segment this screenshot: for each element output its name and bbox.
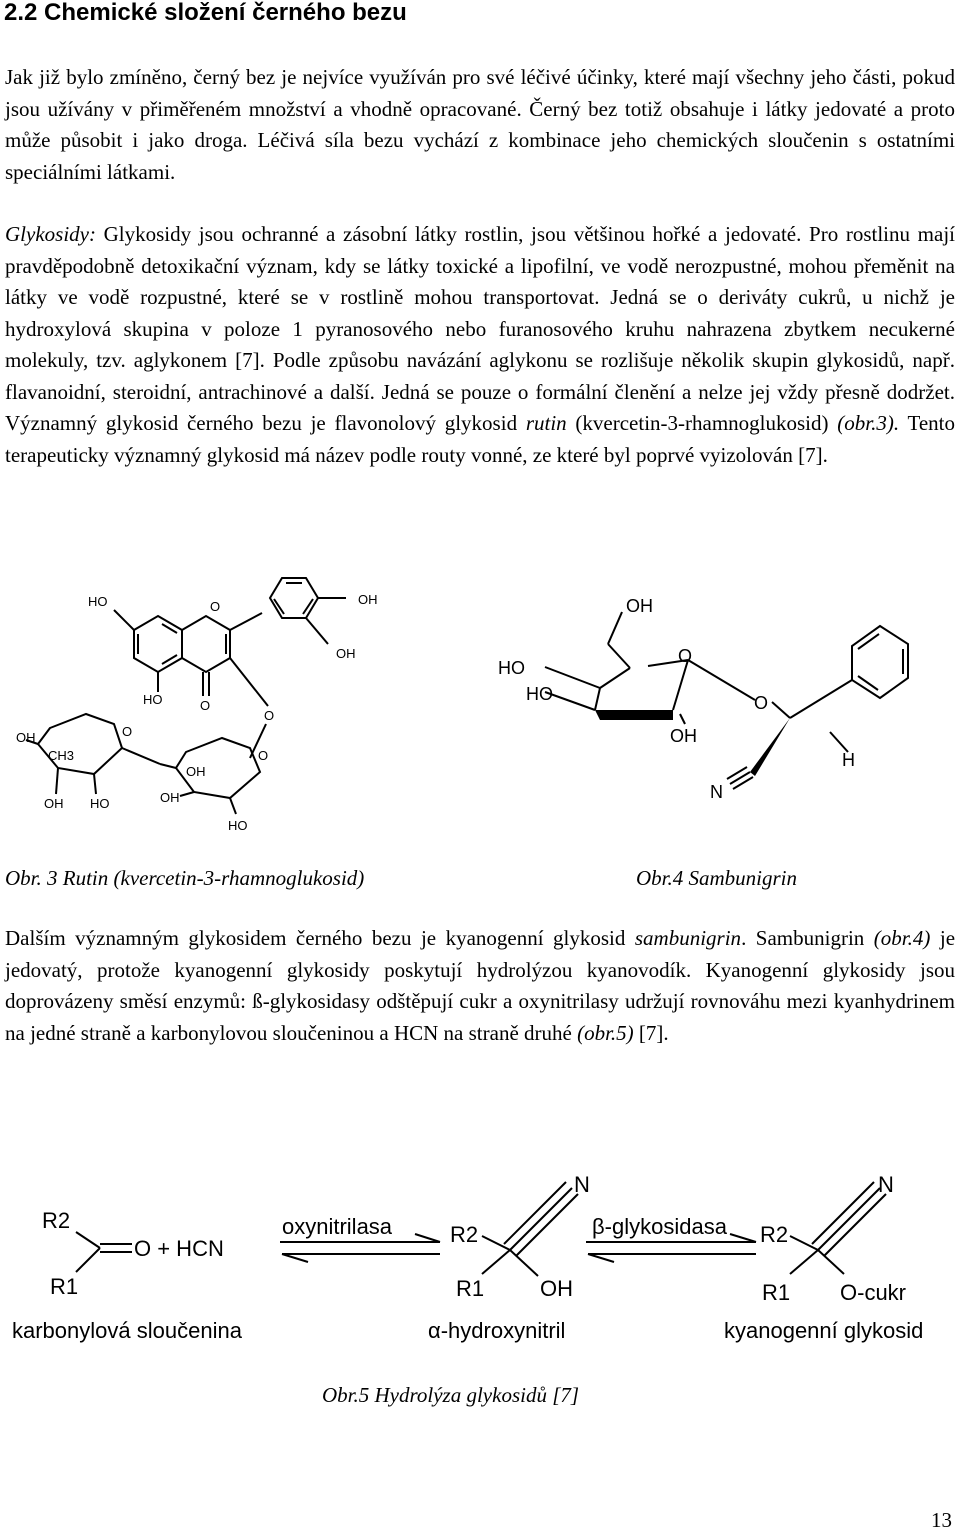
intermediate-r1: R1 [456,1276,485,1301]
intermediate-oh: OH [540,1276,573,1301]
rutin-ring-o-g: O [258,748,269,763]
rutin-ho-g: HO [228,818,248,833]
hydrolysis-reaction-scheme [10,1170,950,1343]
rutin-oh-r1: OH [16,730,36,745]
sambunigrin-text-d: [7]. [633,1020,669,1045]
glycosides-paragraph [5,219,955,471]
sambunigrin-text-c: je jedovatý, protože kyanogenní glykosidy poskytují hydrolýzou kyanovodík. Kyanogenní glykosidy jsou doprovázeny směsí enzymů: ß-glykosidasy odštěpují cukr a oxynitrilasy udržují rovnováhu mezi kyanhydrinem na jedné straně a karbonylovou sloučeninou a HCN na straně druhé [5,926,956,1045]
enzyme-glykosidasa: β-glykosidasa [592,1214,727,1239]
rutin-keto-o: O [200,698,211,713]
sambunigrin-n: N [710,782,723,802]
enzyme-oxynitrilasa: oxynitrilasa [282,1214,393,1239]
sambunigrin-ho-1: HO [498,658,525,678]
intermediate-r2: R2 [450,1222,479,1247]
label-cyanogenic-glycoside: kyanogenní glykosid [724,1318,924,1343]
rutin-ring-o: O [210,599,221,614]
sambunigrin-text-a: Dalším významným glykosidem černého bezu je kyanogenní glykosid [5,926,635,950]
label-carbonyl: karbonylová sloučenina [12,1318,242,1343]
sambunigrin-oh-bottom: OH [670,726,697,746]
figure-5-reference: (obr.5) [577,1020,634,1045]
figure-5-caption: Obr.5 Hydrolýza glykosidů [7] [322,1383,580,1407]
rutin-structure [10,568,410,833]
sambunigrin-term: sambunigrin [634,926,742,950]
rutin-link-o: O [264,708,275,723]
rutin-oh-g2: OH [160,790,180,805]
intro-paragraph: Jak již bylo zmíněno, černý bez je nejvíce využíván pro své léčivé účinky, které mají všechny jeho části, pokud jsou užívány v přiměřeném množství a vhodně opracované. Černý bez totiž obsahuje i látky jedovaté a proto může působit i jako droga. Léčivá síla bezu vychází z kombinace jeho chemických sloučenin s ostatními speciálními látkami. [5,65,955,184]
figure-4-reference: (obr.4) [873,926,931,950]
intermediate-n: N [574,1172,590,1197]
sambunigrin-text-b: . Sambunigrin [741,926,874,950]
sambunigrin-h: H [842,750,855,770]
product-r1: R1 [762,1280,791,1305]
sambunigrin-paragraph [5,923,955,1049]
figure-4-caption: Obr.4 Sambunigrin [636,866,798,890]
reactant-r2: R2 [42,1208,71,1233]
sambunigrin-ho-2: HO [526,684,553,704]
figure-3-reference: (obr.3). [837,411,900,435]
reactant-o-hcn: O + HCN [134,1236,224,1261]
figure-3-caption: Obr. 3 Rutin (kvercetin-3-rhamnoglukosid) [5,866,365,890]
rutin-ho-2: HO [143,692,163,707]
product-r2: R2 [760,1222,789,1247]
rutin-ho-1: HO [88,594,108,609]
product-o-cukr: O-cukr [840,1280,906,1305]
sambunigrin-oh-top: OH [626,596,653,616]
sambunigrin-ring-o: O [678,646,693,666]
rutin-oh-a: OH [358,592,378,607]
product-n: N [878,1172,894,1197]
rutin-ring-o-r: O [122,724,133,739]
rutin-oh-r2: OH [44,796,64,811]
rutin-oh-b: OH [336,646,356,661]
page-number: 13 [931,1508,952,1532]
rutin-ch3: CH3 [48,748,75,763]
glycosides-term: Glykosidy: [5,222,96,246]
glycosides-text-a: Glykosidy jsou ochranné a zásobní látky rostlin, jsou většinou hořké a jedovaté. Pro rostlinu mají pravděpodobně detoxikační význam, kdy se látky toxické a lipofilní, ve vodě nerozpustné, mohou přeměnit na látky ve vodě rozpustné, které se v rostlině mohou transportovat. Jedná se o deriváty cukrů, u nichž je hydroxylová skupina v poloze 1 pyranosového nebo furanosového kruhu nahrazena zbytkem necukerné molekuly, tzv. aglykonem [7]. Podle způsobu navázání aglykonu se rozlišuje několik skupin glykosidů, např. flavanoidní, steroidní, antrachinové a další. Jedná se pouze o formální členění a nelze jej vždy přesně dodržet. Významný glykosid černého bezu je flavonolový glykosid [5,222,955,435]
reactant-r1: R1 [50,1274,79,1299]
rutin-ho-r: HO [90,796,110,811]
glycosides-text-c: Tento terapeuticky významný glykosid má název podle routy vonné, ze které byl poprvé vyizolován [7]. [5,411,955,467]
section-heading: 2.2 Chemické složení černého bezu [4,0,407,26]
rutin-oh-g1: OH [186,764,206,779]
sambunigrin-structure [490,592,920,812]
label-hydroxynitrile: α-hydroxynitril [428,1318,566,1343]
rutin-term: rutin [525,411,567,435]
sambunigrin-link-o: O [754,693,769,713]
glycosides-text-b: (kvercetin-3-rhamnoglukosid) [566,411,838,435]
